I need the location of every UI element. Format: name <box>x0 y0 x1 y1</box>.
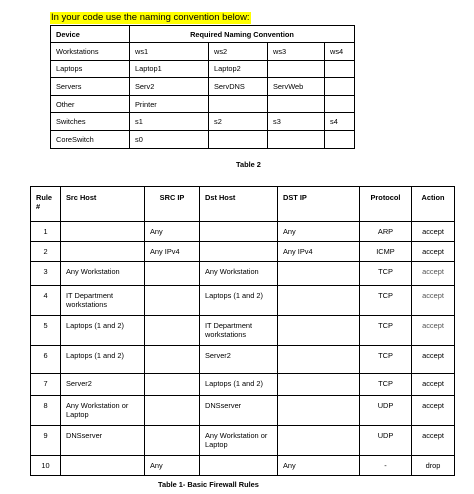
cell-action: drop <box>412 456 455 476</box>
cell-protocol: TCP <box>360 316 412 346</box>
cell-action: accept <box>412 262 455 286</box>
naming-cell-name: s3 <box>268 113 325 131</box>
cell-src-ip <box>145 316 200 346</box>
cell-src-host <box>61 222 145 242</box>
naming-cell-device: Switches <box>51 113 130 131</box>
header-src-ip: SRC IP <box>145 187 200 222</box>
cell-dst-host: Laptops (1 and 2) <box>200 374 278 396</box>
naming-row-servers <box>51 78 355 96</box>
cell-dst-ip <box>278 316 360 346</box>
cell-src-ip: Any <box>145 456 200 476</box>
cell-dst-host <box>200 242 278 262</box>
cell-rule: 5 <box>31 316 61 346</box>
cell-dst-host <box>200 222 278 242</box>
firewall-row <box>31 222 455 242</box>
header-dst-host: Dst Host <box>200 187 278 222</box>
cell-rule: 2 <box>31 242 61 262</box>
cell-dst-host: Any Workstation <box>200 262 278 286</box>
cell-dst-ip <box>278 426 360 456</box>
naming-cell-name <box>325 95 355 113</box>
firewall-row <box>31 396 455 426</box>
cell-action: accept <box>412 346 455 374</box>
naming-cell-name: s1 <box>130 113 209 131</box>
cell-src-ip <box>145 346 200 374</box>
cell-protocol: ICMP <box>360 242 412 262</box>
cell-dst-ip: Any IPv4 <box>278 242 360 262</box>
naming-cell-device: CoreSwitch <box>51 130 130 148</box>
cell-src-host <box>61 456 145 476</box>
cell-action: accept <box>412 426 455 456</box>
naming-cell-name: Laptop2 <box>209 60 268 78</box>
firewall-row <box>31 316 455 346</box>
cell-src-host: DNSserver <box>61 426 145 456</box>
cell-dst-host <box>200 456 278 476</box>
naming-cell-device: Laptops <box>51 60 130 78</box>
cell-src-ip: Any <box>145 222 200 242</box>
naming-cell-name: ws4 <box>325 43 355 61</box>
firewall-header-row <box>31 187 455 222</box>
cell-rule: 4 <box>31 286 61 316</box>
cell-src-ip <box>145 396 200 426</box>
cell-dst-ip: Any <box>278 456 360 476</box>
cell-src-ip <box>145 426 200 456</box>
naming-cell-name <box>325 60 355 78</box>
header-dst-ip: DST IP <box>278 187 360 222</box>
naming-cell-name: ws1 <box>130 43 209 61</box>
cell-dst-host: Server2 <box>200 346 278 374</box>
firewall-row <box>31 426 455 456</box>
naming-row-other <box>51 95 355 113</box>
cell-src-host: IT Department workstations <box>61 286 145 316</box>
cell-protocol: ARP <box>360 222 412 242</box>
cell-action: accept <box>412 222 455 242</box>
naming-cell-name: Printer <box>130 95 209 113</box>
firewall-rules-table <box>30 186 455 476</box>
header-src-host: Src Host <box>61 187 145 222</box>
cell-dst-host: DNSserver <box>200 396 278 426</box>
naming-cell-name: s0 <box>130 130 209 148</box>
naming-header-device: Device <box>51 26 130 43</box>
cell-rule: 3 <box>31 262 61 286</box>
cell-rule: 7 <box>31 374 61 396</box>
cell-src-host <box>61 242 145 262</box>
naming-row-laptops <box>51 60 355 78</box>
cell-protocol: TCP <box>360 262 412 286</box>
cell-protocol: TCP <box>360 346 412 374</box>
cell-protocol: TCP <box>360 374 412 396</box>
cell-src-host: Laptops (1 and 2) <box>61 346 145 374</box>
cell-src-host: Laptops (1 and 2) <box>61 316 145 346</box>
naming-cell-device: Servers <box>51 78 130 96</box>
firewall-row <box>31 242 455 262</box>
cell-src-host: Server2 <box>61 374 145 396</box>
naming-row-switches <box>51 113 355 131</box>
cell-dst-ip <box>278 374 360 396</box>
cell-rule: 6 <box>31 346 61 374</box>
naming-cell-name: ws2 <box>209 43 268 61</box>
firewall-row <box>31 346 455 374</box>
cell-dst-ip <box>278 262 360 286</box>
naming-header-row <box>51 26 355 43</box>
cell-rule: 8 <box>31 396 61 426</box>
cell-protocol: UDP <box>360 426 412 456</box>
cell-protocol: - <box>360 456 412 476</box>
naming-cell-device: Workstations <box>51 43 130 61</box>
cell-dst-ip: Any <box>278 222 360 242</box>
naming-cell-name <box>325 130 355 148</box>
naming-cell-name: ServWeb <box>268 78 325 96</box>
cell-src-ip <box>145 374 200 396</box>
cell-dst-host: IT Department workstations <box>200 316 278 346</box>
naming-cell-device: Other <box>51 95 130 113</box>
cell-action: accept <box>412 242 455 262</box>
header-action: Action <box>412 187 455 222</box>
naming-cell-name: Laptop1 <box>130 60 209 78</box>
cell-dst-ip <box>278 396 360 426</box>
cell-src-ip <box>145 262 200 286</box>
cell-rule: 10 <box>31 456 61 476</box>
cell-protocol: UDP <box>360 396 412 426</box>
naming-cell-name <box>325 78 355 96</box>
naming-cell-name <box>209 95 268 113</box>
naming-cell-name: s2 <box>209 113 268 131</box>
cell-action: accept <box>412 374 455 396</box>
cell-dst-host: Any Workstation or Laptop <box>200 426 278 456</box>
cell-action: accept <box>412 286 455 316</box>
header-protocol: Protocol <box>360 187 412 222</box>
cell-src-ip <box>145 286 200 316</box>
firewall-row <box>31 374 455 396</box>
cell-src-ip: Any IPv4 <box>145 242 200 262</box>
cell-dst-host: Laptops (1 and 2) <box>200 286 278 316</box>
table-1-caption: Table 1- Basic Firewall Rules <box>158 480 259 489</box>
naming-cell-name <box>268 95 325 113</box>
firewall-row <box>31 286 455 316</box>
naming-row-workstations <box>51 43 355 61</box>
header-rule: Rule # <box>31 187 61 222</box>
cell-dst-ip <box>278 346 360 374</box>
naming-header-convention: Required Naming Convention <box>130 26 355 43</box>
naming-cell-name <box>268 60 325 78</box>
cell-dst-ip <box>278 286 360 316</box>
naming-cell-name: ServDNS <box>209 78 268 96</box>
cell-protocol: TCP <box>360 286 412 316</box>
cell-rule: 9 <box>31 426 61 456</box>
firewall-row <box>31 262 455 286</box>
naming-cell-name <box>209 130 268 148</box>
cell-action: accept <box>412 396 455 426</box>
cell-src-host: Any Workstation or Laptop <box>61 396 145 426</box>
naming-cell-name <box>268 130 325 148</box>
firewall-row <box>31 456 455 476</box>
naming-cell-name: Serv2 <box>130 78 209 96</box>
naming-convention-table <box>50 25 355 149</box>
cell-action: accept <box>412 316 455 346</box>
cell-rule: 1 <box>31 222 61 242</box>
naming-row-coreswitch <box>51 130 355 148</box>
intro-highlighted-text: In your code use the naming convention below: <box>51 12 250 23</box>
naming-cell-name: s4 <box>325 113 355 131</box>
cell-src-host: Any Workstation <box>61 262 145 286</box>
naming-cell-name: ws3 <box>268 43 325 61</box>
table-2-caption: Table 2 <box>236 160 261 169</box>
